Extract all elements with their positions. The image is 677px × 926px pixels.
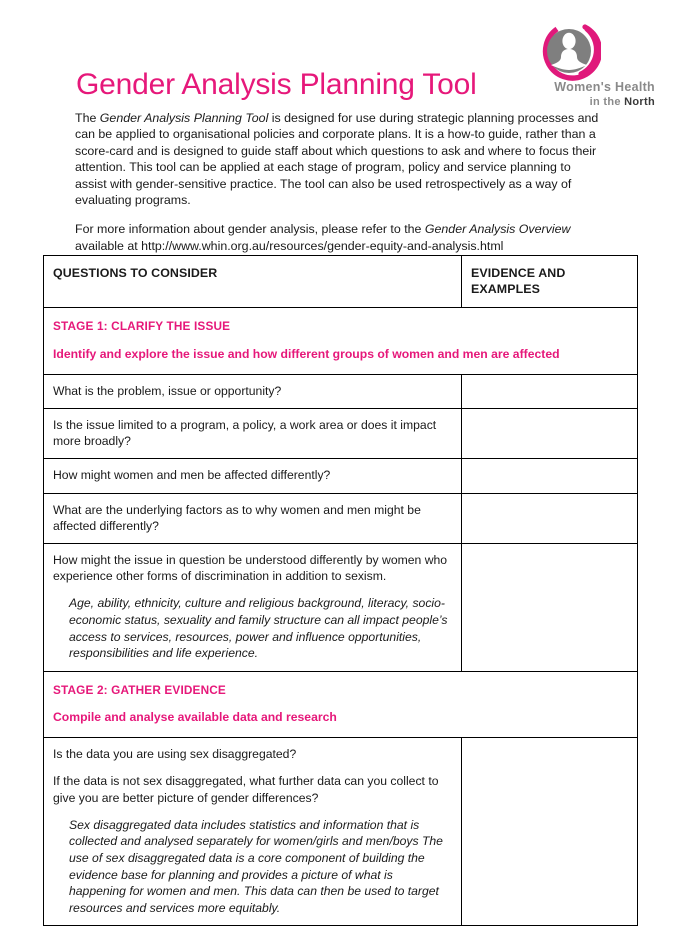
stage-subtitle: Compile and analyse available data and research — [53, 710, 337, 725]
question-text: Is the data you are using sex disaggregated? — [53, 747, 297, 762]
question-cell — [44, 459, 462, 493]
table-row — [44, 459, 638, 493]
evidence-cell[interactable] — [462, 459, 638, 493]
column-header-questions: QUESTIONS TO CONSIDER — [44, 256, 462, 308]
question-cell — [44, 409, 462, 459]
logo-wordmark-line2 — [505, 96, 655, 110]
question-text: What is the problem, issue or opportunity? — [53, 383, 282, 398]
table-row — [44, 493, 638, 543]
logo-wordmark-line2-bold: North — [624, 95, 655, 108]
table-row — [44, 374, 638, 408]
question-cell — [44, 544, 462, 672]
page-title: Gender Analysis Planning Tool — [76, 68, 477, 102]
column-header-evidence: EVIDENCE AND EXAMPLES — [462, 256, 638, 308]
resource-url[interactable]: http://www.whin.org.au/resources/gender-equity-and-analysis.html — [141, 238, 504, 253]
organisation-logo — [505, 20, 655, 110]
question-cell — [44, 374, 462, 408]
evidence-cell[interactable] — [462, 544, 638, 672]
table-row — [44, 409, 638, 459]
logo-wordmark — [505, 80, 655, 109]
question-text-secondary: If the data is not sex disaggregated, what further data can you collect to give you are better picture of gender differences? — [53, 774, 439, 805]
question-text: What are the underlying factors as to why women and men might be affected differently? — [53, 502, 421, 533]
question-text: How might women and men be affected differently? — [53, 468, 331, 483]
intro-p2-part2: available at — [75, 238, 142, 253]
logo-wordmark-line1: Women's Health — [554, 80, 655, 94]
intro-p1-part2: is designed for use during strategic planning processes and can be applied to organisational policies and corporate plans. It is a how-to guide, rather than a score-card and is designed to guide staff about which questions to ask and where to focus their attention. This tool can be applied at each stage of program, policy and service planning to assist with gender-sensitive practice. The tool can also be used retrospectively as a way of evaluating programs. — [75, 111, 599, 208]
question-note: Age, ability, ethnicity, culture and religious background, literacy, socio-economic status, sexuality and family structure can all impact people’s access to services, resources, power and influence opportunities, responsibilities and life experience. — [69, 596, 448, 661]
evidence-cell[interactable] — [462, 738, 638, 926]
table-row-stage — [44, 671, 638, 737]
intro-section — [75, 110, 600, 254]
question-note: Sex disaggregated data includes statistics and information that is collected and analysed separately for women/girls and men/boys The use of sex disaggregated data is a core component of building the evidence base for planning and provides a picture of what is happening for women and men. This data can then be used to target resources and services more equitably. — [69, 817, 443, 915]
gender-analysis-table — [43, 255, 638, 926]
question-cell — [44, 493, 462, 543]
evidence-cell[interactable] — [462, 493, 638, 543]
question-cell — [44, 738, 462, 926]
logo-wordmark-line2-prefix: in the — [589, 95, 625, 108]
question-text: How might the issue in question be understood differently by women who experience other forms of discrimination in addition to sexism. — [53, 553, 448, 584]
stage-subtitle: Identify and explore the issue and how different groups of women and men are affected — [53, 346, 560, 361]
intro-paragraph-2 — [75, 221, 600, 254]
intro-p2-part1: For more information about gender analysis, please refer to the — [75, 222, 425, 237]
document-header — [0, 0, 677, 110]
stage-cell — [44, 671, 638, 737]
table-row — [44, 544, 638, 672]
womens-health-north-logo-icon — [537, 20, 601, 84]
question-text: Is the issue limited to a program, a policy, a work area or does it impact more broadly? — [53, 418, 437, 449]
intro-p2-italic: Gender Analysis Overview — [424, 222, 571, 237]
table-row-stage — [44, 308, 638, 374]
evidence-cell[interactable] — [462, 409, 638, 459]
stage-title: STAGE 1: CLARIFY THE ISSUE — [53, 319, 231, 334]
table-body — [44, 308, 638, 926]
stage-title: STAGE 2: GATHER EVIDENCE — [53, 682, 226, 697]
table-row — [44, 738, 638, 926]
evidence-cell[interactable] — [462, 374, 638, 408]
intro-p1-italic: Gender Analysis Planning Tool — [99, 111, 269, 125]
intro-paragraph-1 — [75, 110, 600, 208]
table-header-row — [44, 256, 638, 308]
intro-p1-part1: The — [75, 111, 100, 125]
stage-cell — [44, 308, 638, 374]
